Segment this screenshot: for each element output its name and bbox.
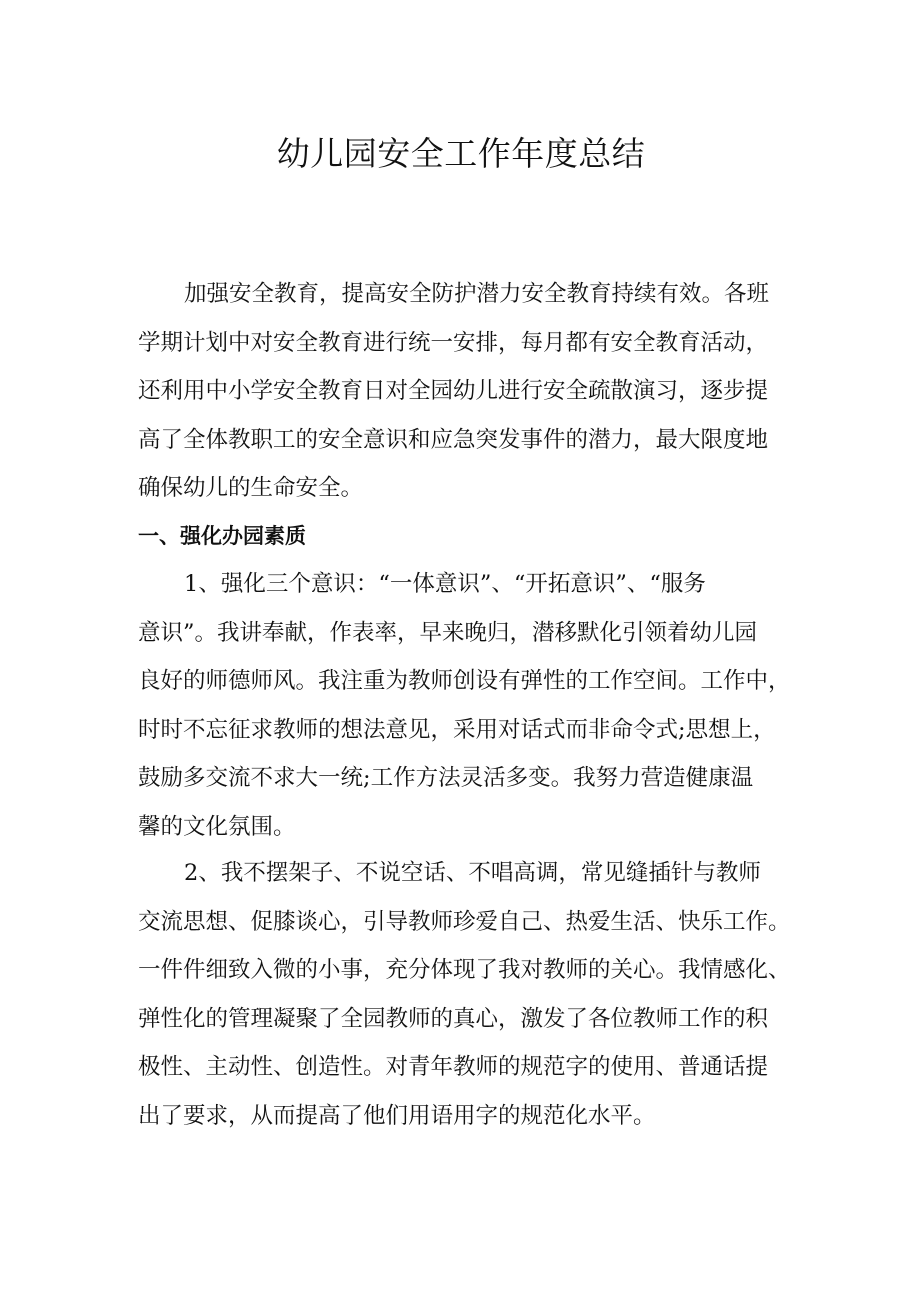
text-line: 极性、主动性、创造性。对青年教师的规范字的使用、普通话提 (138, 1054, 769, 1080)
text-line: 出了要求，从而提高了他们用语用字的规范化水平。 (138, 1102, 656, 1129)
intro-paragraph (138, 270, 784, 513)
text-line: 意识”。我讲奉献，作表率，早来晚归，潜移默化引领着幼儿园 (138, 619, 758, 646)
text-line: 良好的师德师风。我注重为教师创设有弹性的工作空间。工作中， (138, 668, 791, 694)
text-line: 馨的文化氛围。 (138, 813, 296, 840)
text-line: 时时不忘征求教师的想法意见，采用对话式而非命令式;思想上， (138, 716, 776, 743)
document-title: 幼儿园安全工作年度总结 (276, 134, 646, 173)
text-line: 学期计划中对安全教育进行统一安排，每月都有安全教育活动， (138, 329, 769, 356)
text-line: 1、强化三个意识：“一体意识”、“开拓意识”、“服务 (184, 571, 706, 597)
section-heading: 一、强化办园素质 (138, 524, 306, 548)
text-line: 还利用中小学安全教育日对全园幼儿进行安全疏散演习，逐步提 (138, 378, 769, 404)
text-line: 一件件细致入微的小事，充分体现了我对教师的关心。我情感化、 (138, 957, 791, 983)
item-1-paragraph (138, 560, 791, 851)
text-line: 2、我不摆架子、不说空话、不唱高调，常见缝插针与教师 (184, 860, 761, 886)
text-line: 加强安全教育，提高安全防护潜力安全教育持续有效。各班 (184, 281, 770, 307)
text-line: 弹性化的管理凝聚了全园教师的真心，激发了各位教师工作的积 (138, 1005, 769, 1032)
item-2-paragraph (138, 849, 791, 1140)
text-line: 高了全体教职工的安全意识和应急突发事件的潜力，最大限度地 (138, 426, 769, 453)
text-line: 确保幼儿的生命安全。 (138, 475, 364, 501)
text-line: 鼓励多交流不求大一统;工作方法灵活多变。我努力营造健康温 (138, 765, 754, 791)
text-line: 交流思想、促膝谈心，引导教师珍爱自己、热爱生活、快乐工作。 (138, 908, 791, 935)
